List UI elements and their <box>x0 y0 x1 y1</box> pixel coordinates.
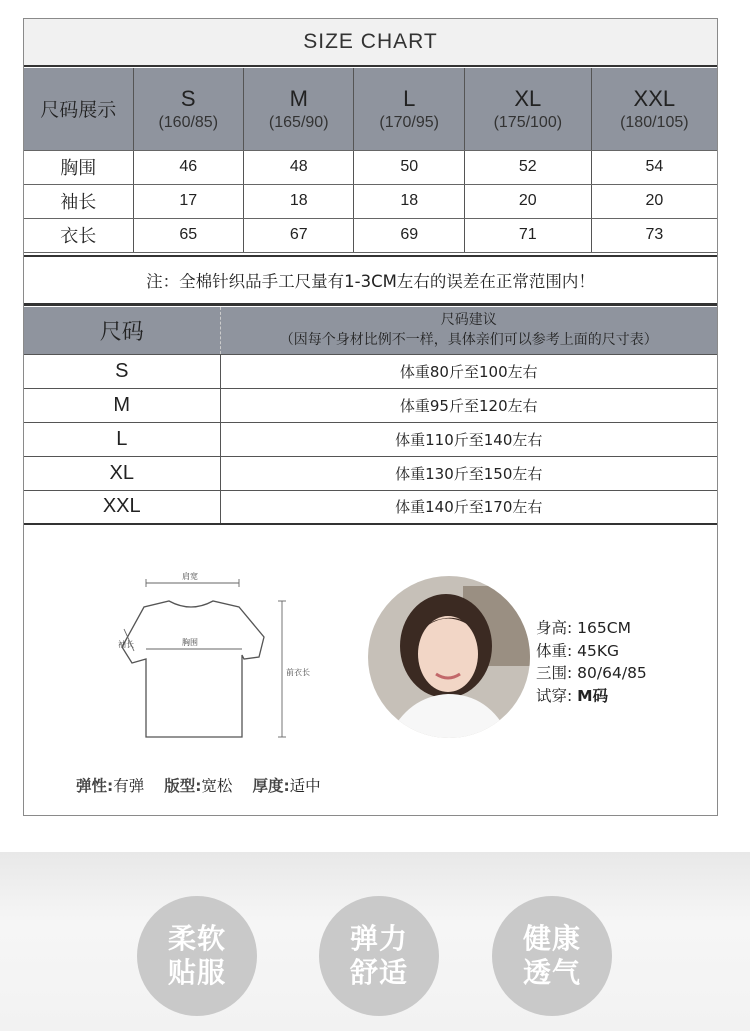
fabric-properties: 弹性:有弹 版型:宽松 厚度:适中 <box>76 777 321 795</box>
table-row: L 体重110斤至140左右 <box>24 422 717 456</box>
table-row: 袖长 17 18 18 20 20 <box>24 184 717 218</box>
chest-label: 胸围 <box>182 638 198 647</box>
size-header-label: 尺码展示 <box>24 68 133 150</box>
model-info: 身高: 165CM 体重: 45KG 三围: 80/64/85 试穿: M码 <box>536 619 647 705</box>
size-col-m: M (165/90) <box>243 68 353 150</box>
advice-weight-header: 尺码建议 （因每个身材比例不一样，具体亲们可以参考上面的尺寸表） <box>220 307 717 354</box>
size-table <box>24 68 717 253</box>
table-row: 胸围 46 48 50 52 54 <box>24 150 717 184</box>
size-col-xxl: XXL (180/105) <box>591 68 717 150</box>
model-photo <box>368 576 530 738</box>
sleeve-label: 袖长 <box>118 640 134 649</box>
feature-badge-elastic: 弹力 舒适 <box>319 896 439 1016</box>
table-row: XL 体重130斤至150左右 <box>24 456 717 490</box>
size-col-xl: XL (175/100) <box>464 68 591 150</box>
feature-badge-soft: 柔软 贴服 <box>137 896 257 1016</box>
advice-size-header: 尺码 <box>24 307 220 354</box>
table-row: XXL 体重140斤至170左右 <box>24 490 717 524</box>
tshirt-diagram <box>94 567 334 767</box>
feature-badge-breathable: 健康 透气 <box>492 896 612 1016</box>
length-label: 前衣长 <box>286 668 310 677</box>
table-row: 衣长 65 67 69 71 73 <box>24 218 717 252</box>
size-chart-panel <box>23 18 718 816</box>
size-col-s: S (160/85) <box>133 68 243 150</box>
shoulder-label: 肩宽 <box>182 572 198 581</box>
size-advice-table <box>24 307 717 525</box>
table-row: S 体重80斤至100左右 <box>24 354 717 388</box>
page-title: SIZE CHART <box>24 19 717 67</box>
table-row: M 体重95斤至120左右 <box>24 388 717 422</box>
size-col-l: L (170/95) <box>354 68 464 150</box>
tolerance-note: 注：全棉针织品手工尺量有1-3CM左右的误差在正常范围内！ <box>24 255 717 306</box>
